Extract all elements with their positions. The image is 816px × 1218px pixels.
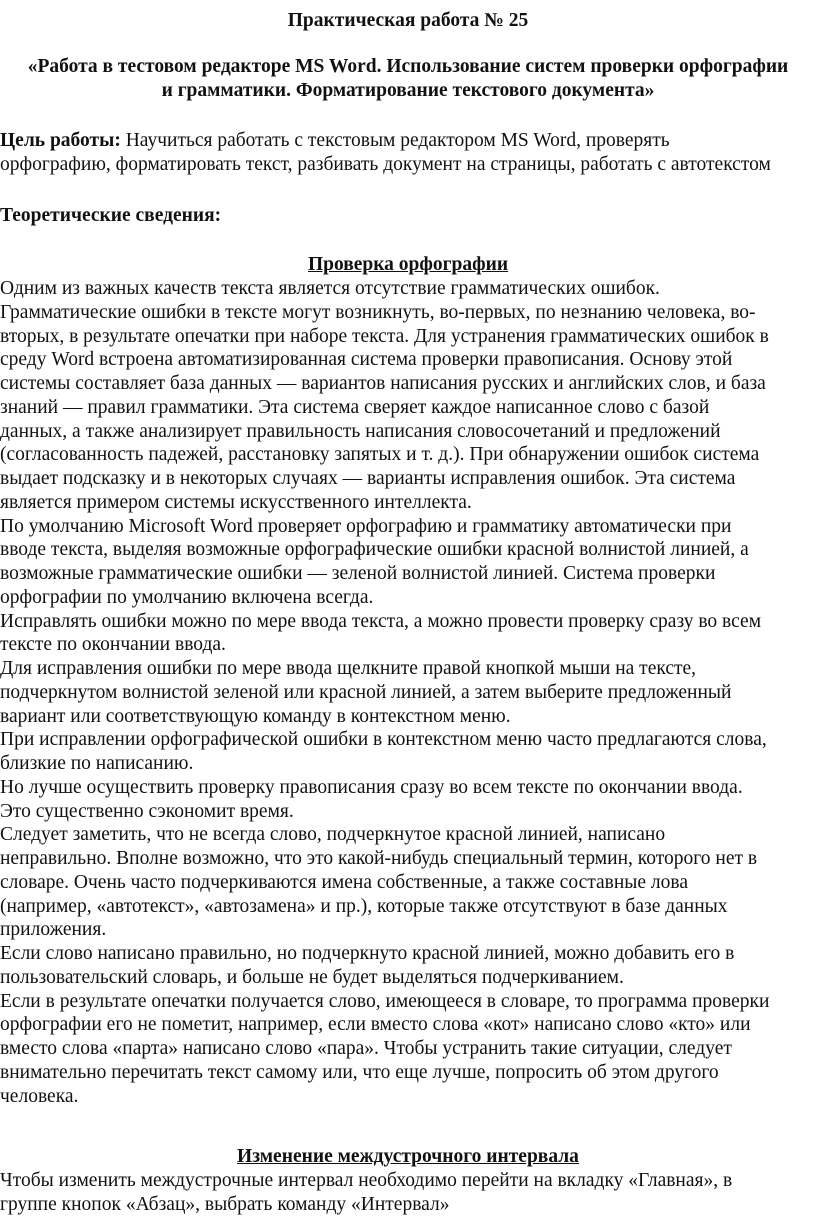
- document-title: Практическая работа № 25: [287, 10, 529, 31]
- text-line: человека.: [0, 1085, 79, 1107]
- theory-heading-block: [0, 204, 816, 228]
- text-line: подчеркнутом волнистой зеленой или красной линией, а затем выберите предложенный: [0, 681, 732, 703]
- text-line: Если в результате опечатки получается слово, имеющееся в словаре, то программа проверки: [0, 990, 770, 1012]
- section2-body: [0, 1169, 816, 1217]
- text-line: неправильно. Вполне возможно, что это какой-нибудь специальный термин, которого нет в: [0, 848, 758, 869]
- theory-heading: Теоретические сведения:: [0, 205, 222, 226]
- goal-text: Научиться работать с текстовым редактором MS Word, проверять: [120, 130, 670, 151]
- text-line: По умолчанию Microsoft Word проверяет орфографию и грамматику автоматически при: [0, 515, 732, 537]
- goal-text-line2: орфографию, форматировать текст, разбивать документ на страницы, работать с автотекстом: [0, 153, 771, 175]
- text-line: среду Word встроена автоматизированная система проверки правописания. Основу этой: [0, 349, 733, 371]
- text-line: вторых, в результате опечатки при наборе текста. Для устранения грамматических ошибок в: [0, 325, 769, 347]
- text-line: вместо слова «парта» написано слово «пара». Чтобы устранить такие ситуации, следует: [0, 1038, 732, 1059]
- text-line: Для исправления ошибки по мере ввода щелкните правой кнопкой мыши на тексте,: [0, 658, 697, 679]
- text-line: знаний — правил грамматики. Эта система сверяет каждое написанное слово с базой: [0, 396, 710, 418]
- text-line: группе кнопок «Абзац», выбрать команду «Интервал»: [0, 1193, 450, 1215]
- text-line: Чтобы изменить междустрочные интервал необходимо перейти на вкладку «Главная», в: [0, 1170, 733, 1191]
- section1-heading-block: [0, 253, 816, 277]
- text-line: Грамматические ошибки в тексте могут возникнуть, во-первых, по незнанию человека, во-: [0, 301, 756, 323]
- text-line: Это существенно сэкономит время.: [0, 800, 294, 822]
- text-line: близкие по написанию.: [0, 753, 194, 774]
- text-line: тексте по окончании ввода.: [0, 634, 226, 656]
- text-line: Если слово написано правильно, но подчеркнуто красной линией, можно добавить его в: [0, 943, 735, 964]
- goal-label: Цель работы:: [0, 130, 121, 151]
- text-line: словаре. Очень часто подчеркиваются имена собственные, а также составные лова: [0, 871, 689, 893]
- text-line: пользовательский словарь, и больше не будет выделяться подчеркиванием.: [0, 966, 624, 988]
- subtitle-line: «Работа в тестовом редакторе MS Word. Использование систем проверки орфографии: [27, 56, 789, 77]
- text-line: системы составляет база данных — вариантов написания русских и английских слов, и база: [0, 373, 766, 394]
- text-line: внимательно перечитать текст самому или, что еще лучше, попросить об этом другого: [0, 1061, 719, 1083]
- text-line: приложения.: [0, 919, 107, 941]
- text-line: (например, «автотекст», «автозамена» и пр.), которые также отсутствуют в базе данных: [0, 895, 728, 917]
- text-line: орфографии по умолчанию включена всегда.: [0, 586, 374, 608]
- text-line: возможные грамматические ошибки — зеленой волнистой линией. Система проверки: [0, 563, 716, 584]
- text-line: вариант или соответствующую команду в контекстном меню.: [0, 705, 511, 727]
- document-subtitle: [0, 55, 816, 103]
- text-line: вводе текста, выделяя возможные орфографические ошибки красной волнистой линией, а: [0, 539, 749, 561]
- text-line: Следует заметить, что не всегда слово, подчеркнутое красной линией, написано: [0, 824, 666, 846]
- text-line: Но лучше осуществить проверку правописания сразу во всем тексте по окончании ввода.: [0, 776, 743, 798]
- text-line: является примером системы искусственного интеллекта.: [0, 491, 472, 513]
- text-line: (согласованность падежей, расстановку запятых и т. д.). При обнаружении ошибок система: [0, 444, 760, 466]
- goal-paragraph: [0, 129, 816, 177]
- text-line: данных, а также анализирует правильность написания словосочетаний и предложений: [0, 420, 721, 442]
- text-line: выдает подсказку и в некоторых случаях — варианты исправления ошибок. Эта система: [0, 468, 736, 489]
- section2-heading-block: [0, 1145, 816, 1169]
- text-line: Исправлять ошибки можно по мере ввода текста, а можно провести проверку сразу во всем: [0, 610, 762, 632]
- section-heading-spellcheck: Проверка орфографии: [307, 254, 509, 275]
- document-title-block: [0, 9, 816, 33]
- subtitle-line: и грамматики. Форматирование текстового документа»: [161, 79, 655, 101]
- text-line: орфографии его не пометит, например, если вместо слова «кот» написано слово «кто» или: [0, 1014, 751, 1036]
- text-line: Одним из важных качеств текста является отсутствие грамматических ошибок.: [0, 278, 660, 299]
- section-heading-line-spacing: Изменение междустрочного интервала: [237, 1146, 579, 1167]
- section1-body: [0, 277, 816, 1108]
- text-line: При исправлении орфографической ошибки в контекстном меню часто предлагаются слова,: [0, 729, 767, 751]
